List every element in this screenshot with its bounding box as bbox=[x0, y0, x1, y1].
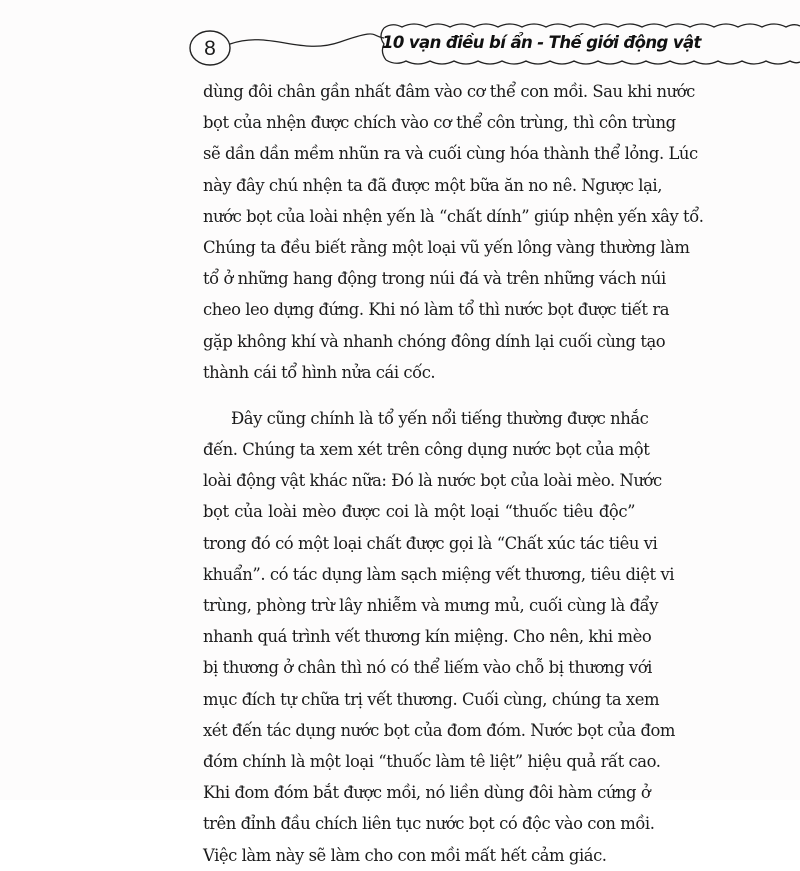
body-text bbox=[203, 76, 704, 871]
page-number: 8 bbox=[204, 37, 216, 60]
text-line: tổ ở những hang động trong núi đá và trên những vách núi bbox=[203, 269, 666, 289]
text-line: trong đó có một loại chất được gọi là “Chất xúc tác tiêu vi bbox=[203, 533, 658, 553]
text-line: mục đích tự chữa trị vết thương. Cuối cùng, chúng ta xem bbox=[203, 689, 660, 709]
text-line: trùng, phòng trừ lây nhiễm và mưng mủ, cuối cùng là đẩy bbox=[203, 596, 659, 615]
text-line: loài động vật khác nữa: Đó là nước bọt của loài mèo. Nước bbox=[203, 471, 662, 491]
text-line: sẽ dần dần mềm nhũn ra và cuối cùng hóa thành thể lỏng. Lúc bbox=[203, 144, 698, 164]
text-line: nhanh quá trình vết thương kín miệng. Cho nên, khi mèo bbox=[203, 627, 652, 647]
text-line: trên đỉnh đầu chích liên tục nước bọt có độc vào con mồi. bbox=[203, 814, 655, 834]
page-header bbox=[0, 0, 800, 80]
text-line: Khi đom đóm bắt được mồi, nó liền dùng đôi hàm cứng ở bbox=[203, 783, 651, 803]
text-line: này đây chú nhện ta đã được một bữa ăn no nê. Ngược lại, bbox=[203, 175, 662, 195]
text-line: thành cái tổ hình nửa cái cốc. bbox=[203, 362, 436, 382]
text-line: khuẩn”. có tác dụng làm sạch miệng vết thương, tiêu diệt vi bbox=[203, 564, 675, 584]
text-line: bọt của loài mèo được coi là một loại “thuốc tiêu độc” bbox=[203, 502, 635, 522]
running-title: 10 vạn điều bí ẩn - Thế giới động vật bbox=[382, 33, 701, 52]
text-line: nước bọt của loài nhện yến là “chất dính” giúp nhện yến xây tổ. bbox=[203, 206, 704, 226]
text-line: Đây cũng chính là tổ yến nổi tiếng thường được nhắc bbox=[231, 408, 649, 428]
text-line: cheo leo dựng đứng. Khi nó làm tổ thì nước bọt được tiết ra bbox=[203, 300, 670, 320]
text-line: bọt của nhện được chích vào cơ thể côn trùng, thì côn trùng bbox=[203, 113, 676, 133]
text-line: gặp không khí và nhanh chóng đông dính lại cuối cùng tạo bbox=[203, 331, 666, 351]
text-line: Chúng ta đều biết rằng một loại vũ yến lông vàng thường làm bbox=[203, 237, 690, 257]
text-line: đến. Chúng ta xem xét trên công dụng nước bọt của một bbox=[203, 440, 650, 460]
text-line: Việc làm này sẽ làm cho con mồi mất hết cảm giác. bbox=[203, 845, 607, 865]
text-line: đóm chính là một loại “thuốc làm tê liệt” hiệu quả rất cao. bbox=[203, 751, 661, 771]
text-line: bị thương ở chân thì nó có thể liếm vào chỗ bị thương với bbox=[203, 658, 652, 678]
paragraph-gap bbox=[203, 388, 635, 403]
text-line: dùng đôi chân gần nhất đâm vào cơ thể con mồi. Sau khi nước bbox=[203, 82, 695, 101]
text-line: xét đến tác dụng nước bọt của đom đóm. Nước bọt của đom bbox=[203, 720, 676, 740]
